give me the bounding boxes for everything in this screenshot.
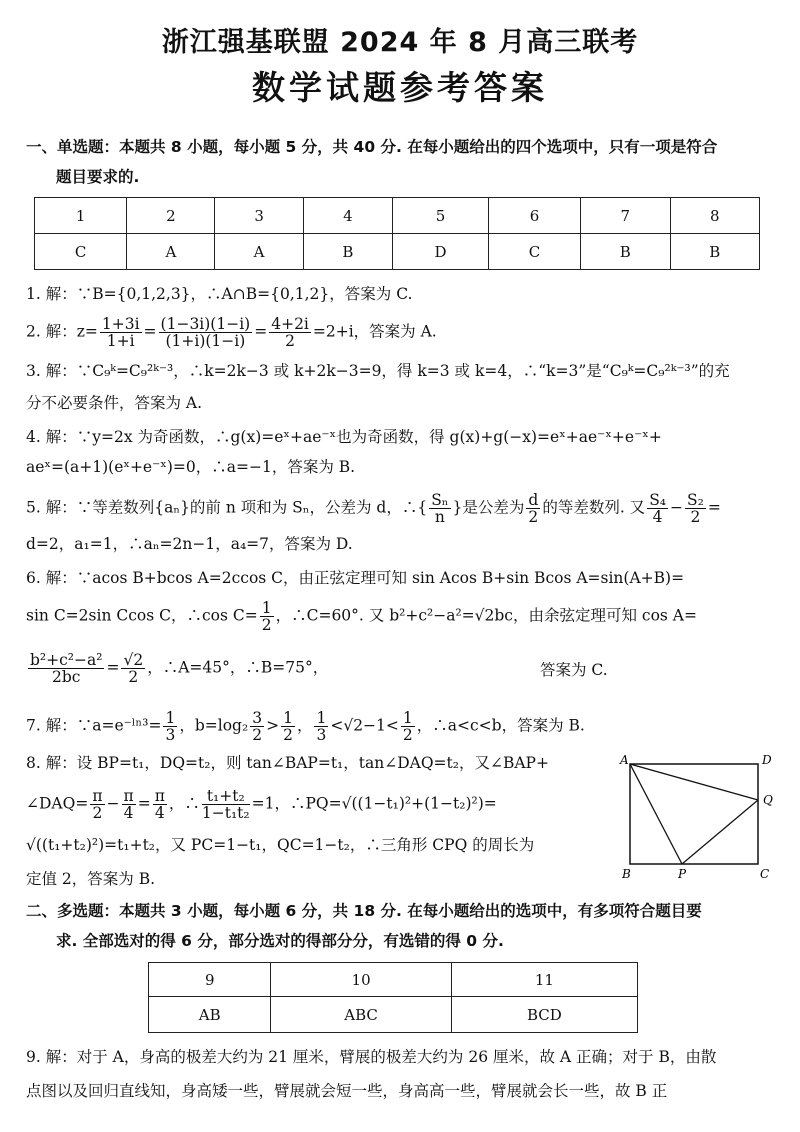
- fraction: [202, 788, 250, 821]
- label-q: Q: [763, 793, 773, 807]
- answer-table-2: [148, 962, 638, 1033]
- table2-answer-row: [149, 997, 638, 1033]
- section1-heading-text: 一、单选题：本题共 8 小题，每小题 5 分，共 40 分. 在每小题给出的四个选项中，只有一项是符合: [26, 138, 718, 156]
- table1-number: 6: [488, 198, 580, 234]
- s6-prefix: sin C=2sin Ccos C，∴cos C=: [26, 606, 258, 625]
- numerator: S₂: [687, 491, 704, 509]
- s7-mid1: ，b=log₂: [179, 716, 249, 735]
- fraction: [314, 710, 328, 743]
- table2-answer: AB: [149, 997, 271, 1033]
- exam-title: 浙江强基联盟 2024 年 8 月高三联考: [161, 27, 639, 58]
- denominator: 2: [528, 508, 539, 526]
- table1-answer-row: [35, 234, 760, 270]
- denominator: 2: [690, 508, 701, 526]
- s5-mid2: 的等差数列. 又: [542, 498, 646, 517]
- solution-8-line-2: [26, 788, 497, 821]
- numerator: √2: [123, 651, 144, 669]
- numerator: (1−3i)(1−i): [160, 315, 251, 333]
- s7-mid2: >: [266, 716, 280, 735]
- s8-m3: ，∴: [168, 794, 200, 813]
- s5-suffix: =: [707, 498, 721, 517]
- numerator: d: [528, 491, 539, 509]
- s5-prefix: 5. 解：∵等差数列{aₙ}的前 n 项和为 Sₙ，公差为 d，∴{: [26, 498, 428, 517]
- s2-prefix: 2. 解：z=: [26, 322, 98, 341]
- square-figure: [618, 752, 778, 882]
- solution-8-line-1: 8. 解：设 BP=t₁，DQ=t₂，则 tan∠BAP=t₁，tan∠DAQ=t₂，又∠BAP+: [26, 754, 549, 772]
- table2-number-row: [149, 963, 638, 997]
- solution-7: [26, 710, 585, 743]
- segment-aq: [630, 764, 758, 800]
- fraction: [526, 492, 540, 525]
- fraction: [685, 492, 706, 525]
- fraction: [163, 710, 177, 743]
- denominator: (1+i)(1−i): [165, 332, 246, 350]
- table1-number: 4: [303, 198, 392, 234]
- denominator: 2: [252, 726, 263, 744]
- solution-5-line-1: [26, 492, 721, 525]
- s8-m1: −: [106, 794, 120, 813]
- fraction: [281, 710, 295, 743]
- answer-table-1: [34, 197, 760, 270]
- solution-4-line-2: aeˣ=(a+1)(eˣ+e⁻ˣ)=0，∴a=−1，答案为 B.: [26, 458, 356, 476]
- s8-suffix: =1，∴PQ=√((1−t₁)²+(1−t₂)²)=: [251, 794, 497, 813]
- table1-answer: C: [488, 234, 580, 270]
- s5-mid: }是公差为: [452, 498, 525, 517]
- denominator: 2bc: [52, 668, 81, 686]
- table1-answer: B: [670, 234, 759, 270]
- table1-answer: B: [303, 234, 392, 270]
- denominator: n: [434, 508, 445, 526]
- fraction: [250, 710, 264, 743]
- label-p: P: [678, 867, 687, 881]
- denominator: 2: [92, 804, 103, 822]
- fraction: [122, 788, 136, 821]
- section2-heading-text: 二、多选题：本题共 3 小题，每小题 6 分，共 18 分. 在每小题给出的选项中，有多项符合题目要: [26, 902, 702, 920]
- fraction: [159, 316, 253, 349]
- fraction: [153, 788, 167, 821]
- table2-answer: BCD: [451, 997, 637, 1033]
- denominator: 4: [652, 508, 663, 526]
- numerator: b²+c²−a²: [30, 651, 103, 669]
- solution-3-line-1: 3. 解：∵C₉ᵏ=C₉²ᵏ⁻³，∴k=2k−3 或 k+2k−3=9，得 k=3 或 k=4，∴“k=3”是“C₉ᵏ=C₉²ᵏ⁻³”的充: [26, 362, 730, 380]
- table2-number: 9: [149, 963, 271, 997]
- solution-2: 2. 解：z= $\frac{1+3i}{1+i}$ = $\frac{(1-3i)(1-i)}{(1+i)(1-i)}$ = $\frac{4+2i}{2}$ =2+i，答案为 A.: [26, 315, 437, 350]
- table1-number: 5: [393, 198, 489, 234]
- s7-suffix: ，∴a<c<b，答案为 B.: [416, 716, 585, 735]
- fraction: [401, 710, 415, 743]
- fraction: [269, 316, 311, 349]
- solution-9-line-2: 点图以及回归直线知，身高矮一些，臂展就会短一些，身高高一些，臂展就会长一些，故 B 正: [26, 1082, 668, 1100]
- section1-heading-cont: 题目要求的.: [56, 168, 140, 186]
- fraction: [121, 652, 145, 685]
- table1-number: 8: [670, 198, 759, 234]
- denominator: 2: [128, 668, 139, 686]
- denominator: 2: [402, 726, 413, 744]
- table1-answer: A: [215, 234, 303, 270]
- denominator: 3: [165, 726, 176, 744]
- s5-minus: −: [670, 498, 684, 517]
- solution-6-line-3: [26, 652, 328, 685]
- segment-ap: [630, 764, 682, 864]
- denominator: 2: [285, 332, 295, 350]
- section2-heading-cont: 求. 全部选对的得 6 分，部分选对的得部分分，有选错的得 0 分.: [56, 932, 504, 950]
- table1-answer: C: [35, 234, 127, 270]
- numerator: 1: [165, 709, 176, 727]
- denominator: 2: [261, 616, 272, 634]
- numerator: 1: [261, 599, 272, 617]
- fraction: [647, 492, 668, 525]
- solution-1: 1. 解：∵B={0,1,2,3}，∴A∩B={0,1,2}，答案为 C.: [26, 285, 413, 303]
- table1-number: 1: [35, 198, 127, 234]
- table1-number: 7: [581, 198, 670, 234]
- fraction: [90, 788, 104, 821]
- numerator: π: [154, 787, 165, 805]
- s6-suffix: ，∴C=60°. 又 b²+c²−a²=√2bc，由余弦定理可知 cos A=: [275, 606, 697, 625]
- fraction: [260, 600, 274, 633]
- denominator: 2: [283, 726, 293, 744]
- solution-8-line-4: 定值 2，答案为 B.: [26, 870, 156, 888]
- table1-number-row: [35, 198, 760, 234]
- denominator: 4: [123, 804, 134, 822]
- table1-answer: A: [127, 234, 215, 270]
- table1-number: 2: [127, 198, 215, 234]
- solution-6-answer: 答案为 C.: [540, 661, 608, 679]
- s7-mid3: ，: [296, 716, 313, 735]
- table1-answer: B: [581, 234, 670, 270]
- s8-prefix: ∠DAQ=: [26, 794, 89, 813]
- denominator: 1+i: [106, 332, 135, 350]
- answer-key-title: 数学试题参考答案: [252, 68, 548, 107]
- table2-answer: ABC: [271, 997, 451, 1033]
- section2-heading: [26, 896, 776, 956]
- fraction: [429, 492, 450, 525]
- label-a: A: [620, 753, 629, 767]
- label-b: B: [622, 867, 631, 881]
- numerator: 3: [252, 709, 263, 727]
- s2-suffix: =2+i，答案为 A.: [312, 322, 437, 341]
- table2-number: 11: [451, 963, 637, 997]
- solution-8-line-3: √((t₁+t₂)²)=t₁+t₂，又 PC=1−t₁，QC=1−t₂，∴三角形 CPQ 的周长为: [26, 836, 535, 854]
- denominator: 1−t₁t₂: [201, 804, 250, 822]
- numerator: π: [92, 787, 103, 805]
- fraction: [28, 652, 104, 685]
- numerator: 1: [402, 709, 413, 727]
- s6-suffix2: ，∴A=45°，∴B=75°，: [147, 658, 329, 677]
- denominator: 4: [154, 804, 165, 822]
- solution-3-line-2: 分不必要条件，答案为 A.: [26, 394, 203, 412]
- denominator: 3: [316, 726, 327, 744]
- solution-4-line-1: 4. 解：∵y=2x 为奇函数，∴g(x)=eˣ+ae⁻ˣ也为奇函数，得 g(x)+g(−x)=eˣ+ae⁻ˣ+e⁻ˣ+: [26, 428, 662, 446]
- numerator: Sₙ: [431, 491, 449, 509]
- fraction: [100, 316, 142, 349]
- segment-pq: [682, 800, 758, 864]
- square-abcd: [630, 764, 758, 864]
- s8-m2: =: [137, 794, 151, 813]
- s7-mid4: <√2−1<: [330, 716, 399, 735]
- solution-9-line-1: 9. 解：对于 A，身高的极差大约为 21 厘米，臂展的极差大约为 26 厘米，故 A 正确；对于 B，由散: [26, 1048, 717, 1066]
- section1-heading: [26, 132, 776, 192]
- numerator: S₄: [649, 491, 667, 509]
- table1-answer: D: [393, 234, 489, 270]
- solution-5-line-2: d=2，a₁=1，∴aₙ=2n−1，a₄=7，答案为 D.: [26, 535, 353, 553]
- solution-6-line-1: 6. 解：∵acos B+bcos A=2ccos C，由正弦定理可知 sin Acos B+sin Bcos A=sin(A+B)=: [26, 569, 685, 587]
- label-d: D: [762, 753, 772, 767]
- numerator: 1: [283, 709, 293, 727]
- table1-number: 3: [215, 198, 303, 234]
- numerator: t₁+t₂: [202, 788, 250, 805]
- numerator: 1: [316, 709, 327, 727]
- numerator: 4+2i: [271, 315, 309, 333]
- s7-prefix: 7. 解：∵a=e⁻ˡⁿ³=: [26, 716, 162, 735]
- numerator: 1+3i: [101, 315, 140, 333]
- label-c: C: [760, 867, 770, 881]
- numerator: π: [123, 787, 134, 805]
- table2-number: 10: [271, 963, 451, 997]
- solution-6-line-2: [26, 600, 697, 633]
- s6-eq: =: [106, 658, 120, 677]
